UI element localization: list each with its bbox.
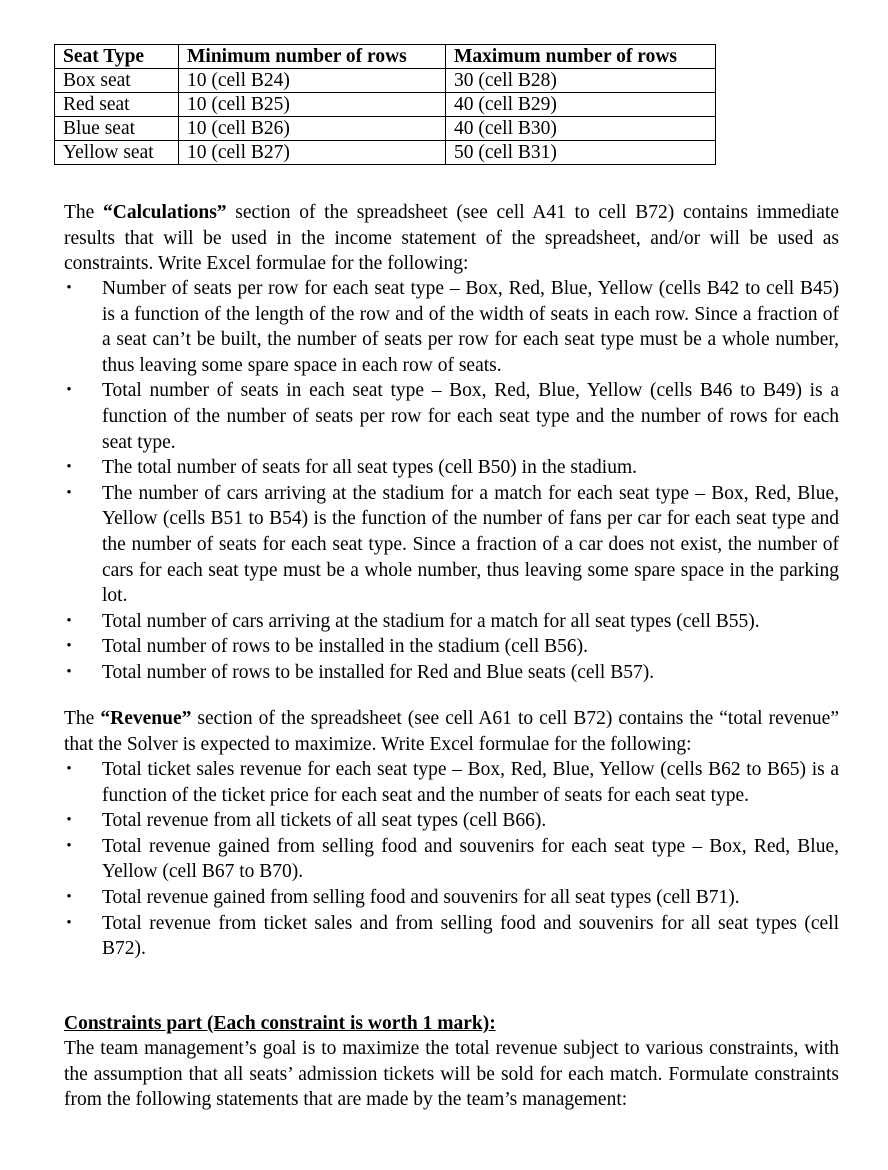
list-item xyxy=(64,834,839,885)
intro-text: section of the spreadsheet (see cell A41 to cell B72) contains immediate results that will be used in the income statement of the spreadsheet, and/or will be used as constraints. Write Excel formulae for the following: xyxy=(64,202,839,275)
table-cell: Yellow seat xyxy=(55,141,179,165)
list-item-text: The number of cars arriving at the stadium for a match for each seat type – Box, Red, Blue, Yellow (cells B51 to B54) is the function of the number of fans per car for each seat type and the number of seats for each seat type. Since a fraction of a car does not exist, the number of cars for each seat type must be a whole number, thus leaving some spare space in the parking lot. xyxy=(102,482,839,607)
table-row xyxy=(55,141,716,165)
list-item-text: Number of seats per row for each seat type – Box, Red, Blue, Yellow (cells B42 to cell B45) is a function of the length of the row and of the width of seats in each row. Since a fraction of a seat can’t be built, the number of seats per row for each seat type must be a whole number, thus leaving some spare space in each row of seats. xyxy=(102,278,839,376)
bullet-icon: • xyxy=(66,280,72,296)
bullet-icon: • xyxy=(66,382,72,399)
table-row xyxy=(55,93,716,117)
bullet-icon: • xyxy=(66,484,72,501)
constraints-heading: Constraints part (Each constraint is worth 1 mark): xyxy=(64,1013,496,1034)
bullet-icon: • xyxy=(66,888,72,905)
list-item xyxy=(64,609,839,635)
intro-text: section of the spreadsheet (see cell A61 to cell B72) contains the “total revenue” that the Solver is expected to maximize. Write Excel formulae for the following: xyxy=(64,708,839,755)
list-item-text: Total number of cars arriving at the stadium for a match for all seat types (cell B55). xyxy=(102,610,760,632)
table-row xyxy=(55,117,716,141)
list-item-text: Total number of rows to be installed in the stadium (cell B56). xyxy=(102,636,589,658)
bullet-icon: • xyxy=(66,761,72,777)
bullet-icon: • xyxy=(66,612,72,629)
list-item xyxy=(64,481,839,609)
list-item xyxy=(64,276,839,378)
table-cell: 40 (cell B29) xyxy=(446,93,716,117)
table-cell: Box seat xyxy=(55,69,179,93)
list-item xyxy=(64,378,839,455)
bullet-icon: • xyxy=(66,638,72,655)
table-header-seat-type: Seat Type xyxy=(55,45,179,69)
list-item-text: Total revenue gained from selling food and souvenirs for each seat type – Box, Red, Blue, Yellow (cell B67 to B70). xyxy=(102,835,839,883)
list-item xyxy=(64,808,839,834)
list-item-text: Total number of rows to be installed for Red and Blue seats (cell B57). xyxy=(102,661,655,683)
constraints-text: The team management’s goal is to maximize the total revenue subject to various constraints, with the assumption that all seats’ admission tickets will be sold for each match. Formulate constraints from the following statements that are made by the team’s management: xyxy=(64,1038,839,1111)
calculations-section-name: “Calculations” xyxy=(103,202,227,223)
list-item xyxy=(64,634,839,660)
list-item xyxy=(64,757,839,808)
list-item-text: Total revenue from ticket sales and from selling food and souvenirs for all seat types (cell B72). xyxy=(102,912,839,960)
table-cell: 10 (cell B26) xyxy=(179,117,446,141)
table-cell: 10 (cell B27) xyxy=(179,141,446,165)
table-header-max-rows: Maximum number of rows xyxy=(446,45,716,69)
list-item xyxy=(64,885,839,911)
table-cell: 40 (cell B30) xyxy=(446,117,716,141)
list-item-text: Total number of seats in each seat type – Box, Red, Blue, Yellow (cells B46 to B49) is a function of the number of seats per row for each seat type and the number of rows for each seat type. xyxy=(102,380,839,453)
list-item xyxy=(64,660,839,686)
calculations-list xyxy=(64,276,839,686)
bullet-icon: • xyxy=(66,812,72,829)
table-header-min-rows: Minimum number of rows xyxy=(179,45,446,69)
revenue-section-name: “Revenue” xyxy=(100,708,192,729)
bullet-icon: • xyxy=(66,663,72,680)
table-header-row xyxy=(55,45,716,69)
table-row xyxy=(55,69,716,93)
table-cell: 30 (cell B28) xyxy=(446,69,716,93)
list-item-text: Total ticket sales revenue for each seat type – Box, Red, Blue, Yellow (cells B62 to B65) is a function of the ticket price for each seat and the number of seats for each seat type. xyxy=(102,759,839,806)
table-cell: Red seat xyxy=(55,93,179,117)
list-item xyxy=(64,455,839,481)
intro-text: The xyxy=(64,708,101,729)
seat-rows-table xyxy=(54,44,716,165)
list-item-text: Total revenue from all tickets of all seat types (cell B66). xyxy=(102,810,547,832)
bullet-icon: • xyxy=(66,459,72,476)
list-item-text: Total revenue gained from selling food and souvenirs for all seat types (cell B71). xyxy=(102,886,740,908)
intro-text: The xyxy=(64,202,104,223)
table-cell: 50 (cell B31) xyxy=(446,141,716,165)
table-cell: 10 (cell B24) xyxy=(179,69,446,93)
table-cell: Blue seat xyxy=(55,117,179,141)
bullet-icon: • xyxy=(66,914,72,931)
bullet-icon: • xyxy=(66,837,72,854)
revenue-intro xyxy=(64,706,839,757)
calculations-intro xyxy=(64,200,839,277)
list-item xyxy=(64,911,839,962)
revenue-list xyxy=(64,757,839,962)
table-cell: 10 (cell B25) xyxy=(179,93,446,117)
list-item-text: The total number of seats for all seat types (cell B50) in the stadium. xyxy=(102,457,638,479)
